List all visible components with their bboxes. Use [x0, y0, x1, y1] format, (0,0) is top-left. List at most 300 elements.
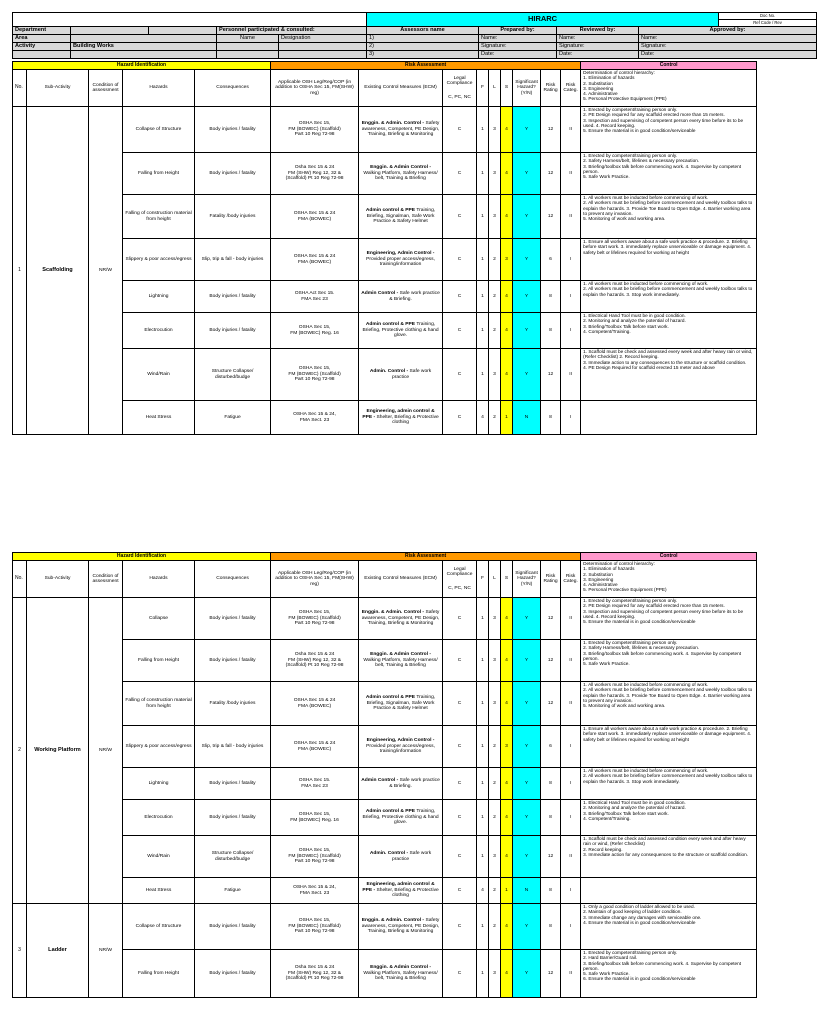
risk-category: II	[561, 950, 581, 998]
existing-control-detail: Training, Briefing, Protective clothing & hand glove.	[362, 322, 439, 339]
significant-hazard: N	[513, 401, 541, 435]
applicable-regulation: OSHA Sec 15 & 24, FMA Sect. 23	[271, 401, 359, 435]
consequence: Structure Collapse/ disturbed/budge	[195, 349, 271, 401]
legal-compliance: C	[443, 682, 477, 726]
hazard: Wind/Rain	[123, 349, 195, 401]
likelihood: 2	[489, 239, 501, 281]
consequence: Body injuries / fatality	[195, 950, 271, 998]
existing-control	[359, 195, 443, 239]
hazard-row	[13, 768, 757, 800]
significant-hazard: Y	[513, 950, 541, 998]
col-control-hierarchy: Determination of control hierarchy: 1. Elimination of hazards 2. Substitution 3. Engineering 4. Administrative 5. Personal Protective Equipment (PPE)	[581, 561, 757, 598]
severity: 3	[501, 726, 513, 768]
risk-category: I	[561, 239, 581, 281]
hazard: Collapse	[123, 598, 195, 640]
legal-compliance: C	[443, 950, 477, 998]
condition-of-assessment: NR/W	[89, 904, 123, 998]
existing-control-type: Engineering, admin control & PPE -	[362, 882, 435, 893]
risk-category: II	[561, 107, 581, 153]
assessor-3: 3)	[367, 51, 479, 59]
legal-compliance: C	[443, 836, 477, 878]
significant-hazard: Y	[513, 726, 541, 768]
existing-control	[359, 800, 443, 836]
section-number: 1	[13, 107, 27, 435]
band-hazard-identification: Hazard Identification	[13, 553, 271, 561]
likelihood: 2	[489, 904, 501, 950]
likelihood: 3	[489, 153, 501, 195]
legal-compliance: C	[443, 153, 477, 195]
legal-compliance-codes: C, PC, NC	[448, 585, 471, 591]
risk-category: I	[561, 878, 581, 904]
reviewed-by-label: Reviewed by:	[557, 27, 639, 35]
frequency: 1	[477, 195, 489, 239]
significant-hazard: Y	[513, 107, 541, 153]
risk-category: II	[561, 836, 581, 878]
frequency: 1	[477, 950, 489, 998]
consequence: Body injuries / fatality	[195, 281, 271, 313]
legal-compliance: C	[443, 800, 477, 836]
hazard-row	[13, 640, 757, 682]
significant-hazard: Y	[513, 640, 541, 682]
col-f: F	[477, 70, 489, 107]
applicable-regulation: OSHA Sec 15 & 24 FMA (BOWEC)	[271, 239, 359, 281]
prepared-by-label: Prepared by:	[479, 27, 557, 35]
existing-control-detail: Provided proper access/egress, training/information	[366, 256, 435, 268]
consequence: Slip, trip & fall - body injuries	[195, 239, 271, 281]
likelihood: 2	[489, 401, 501, 435]
severity: 4	[501, 107, 513, 153]
existing-control-type: Engineering, Admin Control -	[366, 251, 435, 257]
control-measures: 1. Electrical Hand Tool must be in good condition. 2. Monitoring and analyze the potential of hazard. 3. Briefing/Toolbox Talk before start work. 4. Competent/Training.	[581, 313, 757, 349]
hazard: Lightning	[123, 768, 195, 800]
control-measures: 1. All workers must be inducted before commencing of work. 2. All workers must be briefing before commencement and weekly toolbox talks to explain the hazards. 3. Stop work immediately.	[581, 281, 757, 313]
applicable-regulation: OSHA Sec 15, FM (BOWEC) (Scaffold) Part 10 Reg 72-98	[271, 904, 359, 950]
sub-activity: Ladder	[27, 904, 89, 998]
consequence: Body injuries / fatality	[195, 313, 271, 349]
likelihood: 2	[489, 768, 501, 800]
existing-control-detail: Shelter, Briefing & Protective clothing	[376, 414, 439, 426]
likelihood: 2	[489, 878, 501, 904]
reviewed-name: Name:	[557, 35, 639, 43]
area-value	[71, 35, 217, 43]
band-hazard-identification: Hazard Identification	[13, 62, 271, 70]
prepared-signature: Signature:	[479, 43, 557, 51]
frequency: 1	[477, 640, 489, 682]
section-number: 2	[13, 598, 27, 904]
risk-category: II	[561, 640, 581, 682]
risk-rating: 12	[541, 195, 561, 239]
existing-control-detail: Training, Briefing, Signalman, Safe Work Practice & Safety Helmet	[366, 208, 436, 225]
severity: 4	[501, 640, 513, 682]
control-measures: 1. Erected by competent/training person only. 2. PE Design required for any scaffold erected more than 15 meters. 3. Inspection and supervising of competent person every time before its to be used. 4. Record keeping. 5. Ensure the material is in good condition/serviceable	[581, 107, 757, 153]
severity: 4	[501, 598, 513, 640]
risk-rating: 12	[541, 836, 561, 878]
likelihood: 3	[489, 107, 501, 153]
existing-control-detail: Walking Platform, Safety Harness/ belt, Training & Briefing	[363, 657, 438, 669]
applicable-regulation: OSHA Sec 15, FM (BOWEC) (Scaffold) Part 10 Reg 72-98	[271, 107, 359, 153]
risk-category: I	[561, 726, 581, 768]
frequency: 1	[477, 153, 489, 195]
table-page-1	[12, 61, 756, 435]
consequence: Structure Collapse/ disturbed/budge	[195, 836, 271, 878]
consequence: Body injuries / fatality	[195, 904, 271, 950]
existing-control-type: Admin Control -	[361, 291, 399, 297]
reviewed-date: Date:	[557, 51, 639, 59]
legal-compliance: C	[443, 768, 477, 800]
existing-control-detail: Safety awareness, Competent, PE Design, Training, Briefing & Monitoring	[361, 918, 440, 935]
col-significant: Significant Hazard? (Y/N)	[513, 70, 541, 107]
control-measures: 1. All workers must be inducted before commencing of work. 2. All workers must be briefing before commencement and weekly toolbox talks to explain the hazards. 3. Provide Toe Board to Open Edge. 4. Barrier working area to prevent any invasion. 5. Monitoring of work and working area.	[581, 682, 757, 726]
approved-signature: Signature:	[639, 43, 817, 51]
existing-control-detail: Provided proper access/egress, training/information	[366, 743, 435, 755]
legal-compliance: C	[443, 640, 477, 682]
likelihood: 3	[489, 950, 501, 998]
risk-category: II	[561, 195, 581, 239]
hazard: Collapse of Structure	[123, 904, 195, 950]
risk-category: I	[561, 401, 581, 435]
risk-rating: 8	[541, 313, 561, 349]
control-measures: 1. All workers must be inducted before commencing of work. 2. All workers must be briefing before commencement and weekly toolbox talks to explain the hazards. 3. Provide Toe Board to Open Edge. 4. Barrier working area to prevent any invasion. 5. Monitoring of work and working area.	[581, 195, 757, 239]
hirarc-table-1	[12, 61, 757, 435]
legal-compliance: C	[443, 878, 477, 904]
severity: 4	[501, 836, 513, 878]
col-risk-category: Risk Categ.	[561, 561, 581, 598]
hazard: Lightning	[123, 281, 195, 313]
risk-rating: 12	[541, 950, 561, 998]
consequence: Fatigue	[195, 878, 271, 904]
risk-rating: 12	[541, 682, 561, 726]
assessor-1: 1)	[367, 35, 479, 43]
col-risk-rating: Risk Rating	[541, 561, 561, 598]
approved-by-label: Approved by:	[639, 27, 817, 35]
applicable-regulation: Osha Sec 15 & 24 FM (SHW) Reg 12, 32 & (Scaffold) Pt 10 Reg 72-98	[271, 153, 359, 195]
consequence: Fatality /body injuries	[195, 195, 271, 239]
risk-category: II	[561, 349, 581, 401]
risk-category: I	[561, 904, 581, 950]
hazard: Heat Stress	[123, 878, 195, 904]
col-existing-control: Existing Control Measures (ECM)	[359, 70, 443, 107]
hazard-row	[13, 904, 757, 950]
legal-compliance: C	[443, 107, 477, 153]
hazard-row	[13, 107, 757, 153]
col-no: No.	[13, 561, 27, 598]
col-sub-activity: Sub-Activity	[27, 70, 89, 107]
name-column: Name	[217, 35, 279, 43]
risk-rating: 12	[541, 153, 561, 195]
hazard-row	[13, 349, 757, 401]
control-measures: 1. Erected by competent/training person only. 2. Safety Harness/belt, lifelines & necessary precaution. 3. Briefing/toolbox talk before commencing work. 4. Supervise by competent person. 5. Safe Work Practice.	[581, 640, 757, 682]
col-no: No.	[13, 70, 27, 107]
legal-compliance-label: Legal Compliance	[446, 566, 473, 578]
frequency: 1	[477, 598, 489, 640]
hazard: Slippery & poor access/egress	[123, 239, 195, 281]
condition-of-assessment: NR/W	[89, 107, 123, 435]
col-l: L	[489, 70, 501, 107]
control-measures: 1. Scaffold must be check and assessed condition every week and after heavy rain or wind, (Refer Checklist) 2. Record keeping. 3. Immediate action for any consequences to the structure or scaffold condition.	[581, 836, 757, 878]
col-l: L	[489, 561, 501, 598]
hazard: Falling of construction material from height	[123, 682, 195, 726]
significant-hazard: N	[513, 878, 541, 904]
applicable-regulation: Osha Sec 15 & 24 FM (SHW) Reg 12, 32 & (Scaffold) Pt 10 Reg 72-98	[271, 640, 359, 682]
area-label: Area	[13, 35, 71, 43]
section-number: 3	[13, 904, 27, 998]
existing-control-detail: Safe work practice & Briefing.	[389, 291, 440, 302]
consequence: Body injuries / fatality	[195, 153, 271, 195]
consequence: Fatality /body injuries	[195, 682, 271, 726]
risk-rating: 12	[541, 349, 561, 401]
risk-rating: 12	[541, 107, 561, 153]
consequence: Body injuries / fatality	[195, 107, 271, 153]
existing-control-type: Enggin. & Admin Control -	[370, 652, 432, 658]
col-condition: Condition of assessment	[89, 561, 123, 598]
existing-control	[359, 950, 443, 998]
hazard: Falling from Height	[123, 950, 195, 998]
band-control: Control	[581, 62, 757, 70]
applicable-regulation: OSHA Sec 15 & 24 FMA (BOWEC)	[271, 682, 359, 726]
severity: 4	[501, 153, 513, 195]
control-measures: 1. Ensure all workers aware about a safe work practice & procedure. 2. Briefing before start work. 3. immediately replace unserviceable or damage equipment. 4. safety belt or lifelines required for working at height	[581, 239, 757, 281]
existing-control	[359, 107, 443, 153]
col-s: S	[501, 561, 513, 598]
existing-control	[359, 313, 443, 349]
band-risk-assessment: Risk Assessment	[271, 62, 581, 70]
col-condition: Condition of assessment	[89, 70, 123, 107]
likelihood: 3	[489, 640, 501, 682]
existing-control	[359, 768, 443, 800]
existing-control	[359, 598, 443, 640]
risk-rating: 8	[541, 904, 561, 950]
hazard-row	[13, 682, 757, 726]
existing-control-detail: Walking Platform, Safety Harness/ belt, Training & Briefing	[363, 170, 438, 182]
existing-control	[359, 836, 443, 878]
significant-hazard: Y	[513, 239, 541, 281]
existing-control-type: Enggin. & Admin Control -	[370, 965, 432, 971]
frequency: 1	[477, 726, 489, 768]
hirarc-table-2	[12, 552, 757, 998]
col-sub-activity: Sub-Activity	[27, 561, 89, 598]
sub-activity: Scaffolding	[27, 107, 89, 435]
hazard: Collapse of Structure	[123, 107, 195, 153]
hazard-row	[13, 950, 757, 998]
col-legal-compliance	[443, 561, 477, 598]
severity: 4	[501, 950, 513, 998]
consequence: Slip, trip & fall - body injuries	[195, 726, 271, 768]
condition-of-assessment: NR/W	[89, 598, 123, 904]
hazard-row	[13, 800, 757, 836]
col-s: S	[501, 70, 513, 107]
existing-control-type: Engineering, admin control & PPE -	[362, 409, 435, 420]
consequence: Body injuries / fatality	[195, 768, 271, 800]
legal-compliance-label: Legal Compliance	[446, 75, 473, 87]
existing-control	[359, 640, 443, 682]
band-row	[13, 62, 757, 70]
header-table	[12, 12, 817, 59]
approved-date: Date:	[639, 51, 817, 59]
existing-control-detail: Safety awareness, Competent, PE Design, Training, Briefing & Monitoring	[361, 121, 440, 138]
hazard: Slippery & poor access/egress	[123, 726, 195, 768]
severity: 4	[501, 800, 513, 836]
assessors-label: Assessors name	[367, 27, 479, 35]
risk-category: I	[561, 313, 581, 349]
col-legal-compliance	[443, 70, 477, 107]
significant-hazard: Y	[513, 195, 541, 239]
likelihood: 3	[489, 349, 501, 401]
risk-rating: 8	[541, 401, 561, 435]
frequency: 1	[477, 239, 489, 281]
col-consequences: Consequences	[195, 70, 271, 107]
applicable-regulation: OSHA Sec 15 & 24, FMA Sect. 23	[271, 878, 359, 904]
hazard-row	[13, 878, 757, 904]
likelihood: 2	[489, 800, 501, 836]
severity: 3	[501, 239, 513, 281]
frequency: 1	[477, 313, 489, 349]
significant-hazard: Y	[513, 598, 541, 640]
control-measures: 1. Scaffold must be check and assessed every week and after heavy rain or wind, (Refer Checklist) 2. Record keeping. 3. Immediate action to any consequences to the structure or scaffold condition. 4. PE Design Required for scaffold erected 15 meter and above	[581, 349, 757, 401]
risk-rating: 12	[541, 640, 561, 682]
applicable-regulation: OSHA Sec 15, FM (BOWEC) Reg. 16	[271, 313, 359, 349]
severity: 4	[501, 349, 513, 401]
existing-control-detail: Safety awareness, Competent, PE Design, Training, Briefing & Monitoring	[361, 610, 440, 627]
consequence: Fatigue	[195, 401, 271, 435]
existing-control-detail: Safe work practice & Briefing.	[389, 778, 440, 789]
applicable-regulation: Osha Sec 15 & 24 FM (SHW) Reg 12, 32 & (Scaffold) Pt 10 Reg 72-98	[271, 950, 359, 998]
severity: 4	[501, 768, 513, 800]
doc-no-label: Doc No.	[719, 13, 817, 20]
table-page-2	[12, 552, 756, 998]
col-applicable-regulation: Applicable OSH Leg/Reg/COP (in addition to OSHA Sec 15, FM(SHW) reg)	[271, 561, 359, 598]
applicable-regulation: OSHA Sec 15, FM (BOWEC) (Scaffold) Part 10 Reg 72-98	[271, 349, 359, 401]
col-f: F	[477, 561, 489, 598]
likelihood: 3	[489, 195, 501, 239]
existing-control-detail: Training, Briefing, Protective clothing & hand glove.	[362, 809, 439, 826]
existing-control-type: Admin. Control -	[369, 851, 409, 857]
risk-rating: 8	[541, 878, 561, 904]
frequency: 1	[477, 349, 489, 401]
existing-control	[359, 281, 443, 313]
legal-compliance: C	[443, 349, 477, 401]
frequency: 1	[477, 800, 489, 836]
hirarc-header	[12, 12, 782, 59]
existing-control-type: Admin control & PPE	[365, 809, 416, 815]
existing-control-type: Engineering, Admin Control -	[366, 738, 435, 744]
risk-category: II	[561, 598, 581, 640]
hazard-row	[13, 281, 757, 313]
control-measures: 1. Only a good condition of ladder allowed to be used. 2. Maintain of good keeping of ladder condition. 3. Immediate change any damages with serviceable one. 4. Ensure the material is in good condition/serviceable	[581, 904, 757, 950]
band-control: Control	[581, 553, 757, 561]
hazard: Wind/Rain	[123, 836, 195, 878]
risk-rating: 12	[541, 598, 561, 640]
existing-control-type: Admin Control -	[361, 778, 399, 784]
legal-compliance-codes: C, PC, NC	[448, 94, 471, 100]
existing-control-type: Admin. Control -	[369, 369, 409, 375]
hazard: Electrocution	[123, 313, 195, 349]
risk-rating: 8	[541, 768, 561, 800]
severity: 1	[501, 401, 513, 435]
likelihood: 3	[489, 836, 501, 878]
col-control-hierarchy: Determination of control hierarchy: 1. Elimination of hazards 2. Substitution 3. Engineering 4. Administrative 5. Personal Protective Equipment (PPE)	[581, 70, 757, 107]
existing-control-type: Enggin. & Admin Control -	[370, 165, 432, 171]
severity: 4	[501, 682, 513, 726]
col-hazards: Hazards	[123, 561, 195, 598]
col-applicable-regulation: Applicable OSH Leg/Reg/COP (in addition to OSHA Sec 15, FM(SHW) reg)	[271, 70, 359, 107]
existing-control-type: Enggin. & Admin. Control -	[361, 918, 425, 924]
risk-category: I	[561, 768, 581, 800]
existing-control	[359, 153, 443, 195]
department-label: Department	[13, 27, 71, 35]
hazard-row	[13, 195, 757, 239]
frequency: 1	[477, 107, 489, 153]
legal-compliance: C	[443, 195, 477, 239]
consequence: Body injuries / fatality	[195, 598, 271, 640]
reviewed-signature: Signature:	[557, 43, 639, 51]
existing-control	[359, 878, 443, 904]
applicable-regulation: OSHA Sec 15. FMA Sec 23	[271, 768, 359, 800]
frequency: 4	[477, 878, 489, 904]
designation-column: Designation	[279, 35, 367, 43]
risk-category: I	[561, 281, 581, 313]
likelihood: 3	[489, 682, 501, 726]
frequency: 4	[477, 401, 489, 435]
likelihood: 2	[489, 281, 501, 313]
existing-control	[359, 239, 443, 281]
risk-category: II	[561, 682, 581, 726]
likelihood: 2	[489, 726, 501, 768]
significant-hazard: Y	[513, 281, 541, 313]
risk-rating: 8	[541, 281, 561, 313]
significant-hazard: Y	[513, 904, 541, 950]
hazard-row	[13, 598, 757, 640]
assessor-2: 2)	[367, 43, 479, 51]
frequency: 1	[477, 768, 489, 800]
significant-hazard: Y	[513, 768, 541, 800]
department-value	[71, 27, 149, 35]
legal-compliance: C	[443, 598, 477, 640]
existing-control-detail: Safe work practice	[391, 369, 432, 380]
significant-hazard: Y	[513, 836, 541, 878]
applicable-regulation: OSHA Sec 15 & 24 FMA (BOWEC)	[271, 195, 359, 239]
control-measures	[581, 401, 757, 435]
consequence: Body injuries / fatality	[195, 800, 271, 836]
existing-control-detail: Safe work practice	[391, 851, 432, 862]
existing-control-type: Admin control & PPE	[365, 208, 416, 214]
legal-compliance: C	[443, 904, 477, 950]
severity: 4	[501, 904, 513, 950]
severity: 4	[501, 313, 513, 349]
severity: 1	[501, 878, 513, 904]
frequency: 1	[477, 281, 489, 313]
control-measures: 1. Ensure all workers aware about a safe work practice & procedure. 2. Briefing before start work. 3. immediately replace unserviceable or damage equipment. 4. safety belt or lifelines required for working at height	[581, 726, 757, 768]
frequency: 1	[477, 836, 489, 878]
existing-control-type: Enggin. & Admin. Control -	[361, 610, 425, 616]
significant-hazard: Y	[513, 349, 541, 401]
activity-label: Activity	[13, 43, 71, 51]
existing-control	[359, 726, 443, 768]
col-significant: Significant Hazard? (Y/N)	[513, 561, 541, 598]
column-header-row	[13, 70, 757, 107]
control-measures: 1. All workers must be inducted before commencing of work. 2. All workers must be briefing before commencement and weekly toolbox talks to explain the hazards. 3. Stop work immediately.	[581, 768, 757, 800]
band-row	[13, 553, 757, 561]
existing-control	[359, 682, 443, 726]
risk-rating: 8	[541, 800, 561, 836]
legal-compliance: C	[443, 726, 477, 768]
control-measures: 1. Erected by competent/training person only. 2. Safety Harness/belt, lifelines & necessary precaution. 3. Briefing/toolbox talk before commencing work. 4. Supervise by competent person. 5. Safe Work Practice.	[581, 153, 757, 195]
likelihood: 2	[489, 313, 501, 349]
risk-rating: 6	[541, 726, 561, 768]
prepared-name: Name:	[479, 35, 557, 43]
hazard-row	[13, 239, 757, 281]
risk-category: I	[561, 800, 581, 836]
significant-hazard: Y	[513, 800, 541, 836]
